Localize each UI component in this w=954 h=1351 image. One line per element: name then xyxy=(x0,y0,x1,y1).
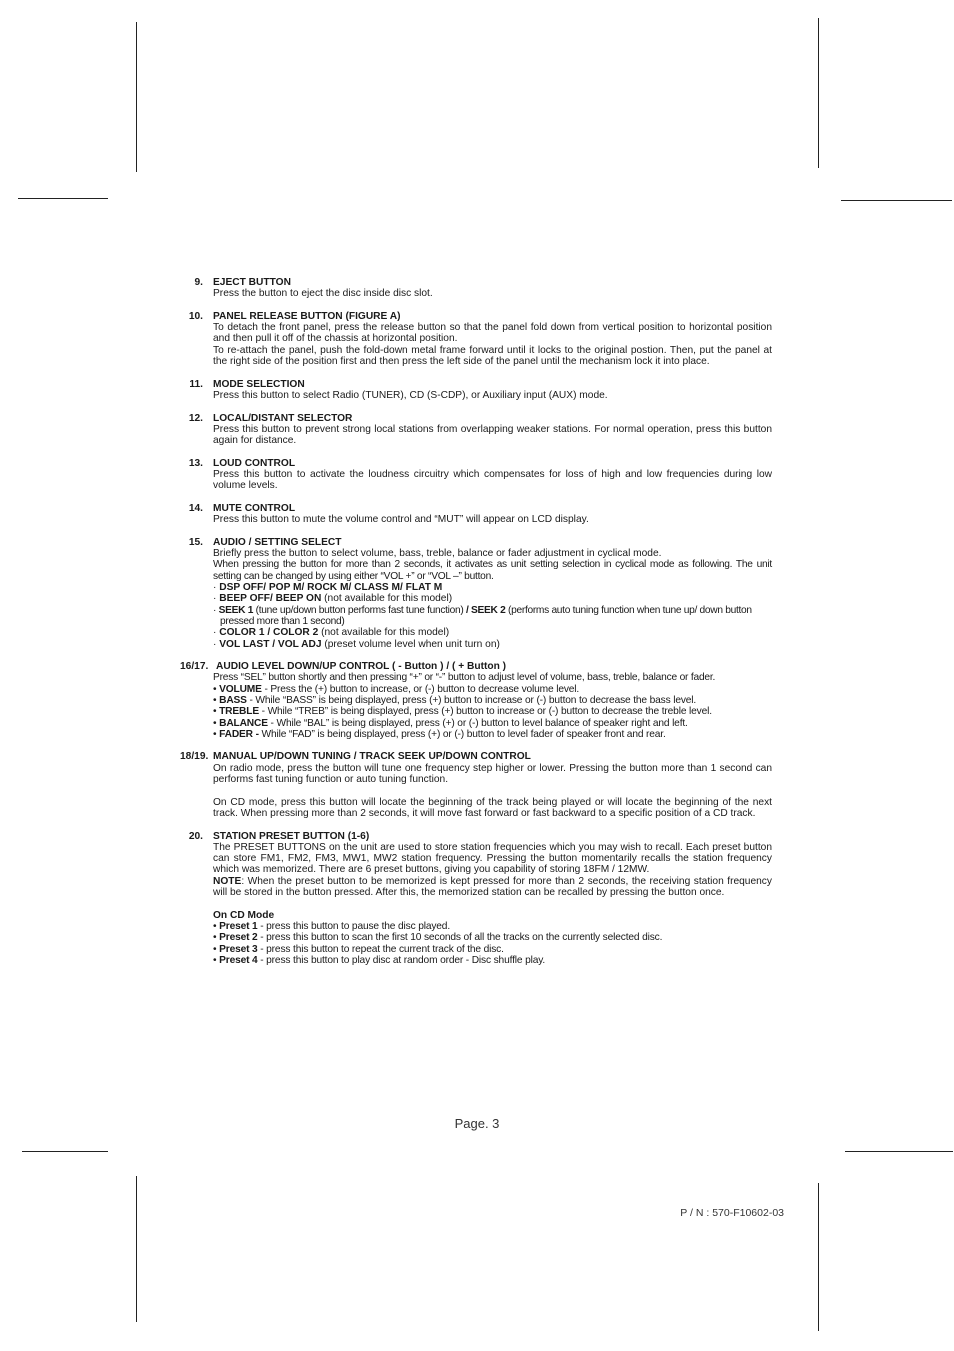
bullet-label: TREBLE xyxy=(219,706,259,718)
item-number: 10. xyxy=(188,310,203,322)
note-paragraph xyxy=(213,876,772,899)
item-18-19 xyxy=(180,751,772,819)
item-heading: EJECT BUTTON xyxy=(213,277,291,288)
setting-option: · DSP OFF/ POP M/ ROCK M/ CLASS M/ FLAT M xyxy=(213,582,443,594)
item-number: 14. xyxy=(188,502,203,514)
item-paragraph: Press this button to activate the loudness circuitry which compensates for loss of high and low frequencies during low volume levels. xyxy=(213,469,772,492)
bullet-label: Preset 3 xyxy=(219,943,258,955)
item-number: 12. xyxy=(188,412,203,424)
part-number: P / N : 570-F10602-03 xyxy=(680,1207,784,1219)
option-name: DSP OFF/ POP M/ ROCK M/ CLASS M/ FLAT M xyxy=(219,582,443,594)
setting-option: · COLOR 1 / COLOR 2 (not available for this model) xyxy=(213,627,450,639)
option-name: BEEP OFF/ BEEP ON xyxy=(219,593,322,605)
item-paragraph: When pressing the button for more than 2 seconds, it activates as unit setting selection in cyclical mode as following. The unit setting can be changed by using either “VOL +” or “VOL –” button. xyxy=(213,559,772,582)
bullet-text: - Press the (+) button to increase, or (-) button to decrease volume level. xyxy=(261,683,580,695)
note-text: : When the preset button to be memorized is kept pressed for more than 2 seconds, the receiving station frequency will be stored in the button pressed. After this, the memorized station can be recalled by pressing the button once. xyxy=(213,875,772,899)
item-paragraph: Press this button to prevent strong local stations from overlapping weaker stations. For normal operation, press this button again for distance. xyxy=(213,423,772,447)
cd-mode-heading: On CD Mode xyxy=(213,909,275,921)
item-paragraph: Press this button to mute the volume control and “MUT” will appear on LCD display. xyxy=(213,514,589,526)
item-3 xyxy=(180,413,772,447)
bullet-label: BASS xyxy=(219,694,247,706)
item-heading: AUDIO / SETTING SELECT xyxy=(213,536,342,548)
crop-mark xyxy=(818,1183,819,1331)
item-paragraph: On radio mode, press the button will tune one frequency step higher or lower. Pressing the button more than 1 second can performs fast tuning function or auto tuning function. xyxy=(213,762,772,786)
bullet-item: • Preset 2 - press this button to scan the first 10 seconds of all the tracks on the currently selected disc. xyxy=(213,932,663,944)
bullet-item: • FADER - While “FAD” is being displayed, press (+) or (-) button to level fader of speaker front and rear. xyxy=(213,728,666,740)
setting-option: · BEEP OFF/ BEEP ON (not available for this model) xyxy=(213,593,453,605)
item-20 xyxy=(180,831,772,967)
bullet-text: - press this button to pause the disc played. xyxy=(257,920,451,932)
option-note: (preset volume level when unit turn on) xyxy=(321,638,500,650)
item-number: 15. xyxy=(188,536,203,548)
option-note: (tune up/down button performs fast tune function) xyxy=(253,604,466,616)
item-paragraph: The PRESET BUTTONS on the unit are used to store station frequencies which you may wish to recall. Each preset button can store FM1, FM2, FM3, MW1, MW2 station frequency. Pressing the button momentarily recalls the station frequency which was memorized. There are 6 preset buttons, giving you capability of storing 18FM / 12MW. xyxy=(213,841,772,876)
bullet-item: • BASS - While “BASS” is being displayed, press (+) button to increase or (-) button to decrease the bass level. xyxy=(213,694,697,706)
bullet-item: • VOLUME - Press the (+) button to increase, or (-) button to decrease volume level. xyxy=(213,683,580,695)
item-4 xyxy=(180,458,772,492)
item-heading: MANUAL UP/DOWN TUNING / TRACK SEEK UP/DOWN CONTROL xyxy=(213,751,531,763)
bullet-item: • Preset 3 - press this button to repeat the current track of the disc. xyxy=(213,943,504,955)
bullet-item: • Preset 1 - press this button to pause the disc played. xyxy=(213,920,451,932)
item-heading: STATION PRESET BUTTON (1-6) xyxy=(213,830,370,842)
item-number: 16/17. xyxy=(180,661,209,673)
bullet-label: Preset 4 xyxy=(219,954,258,966)
item-1 xyxy=(180,311,772,367)
bullet-text: - While “TREB” is being displayed, press (+) button to increase or (-) button to decrease the treble level. xyxy=(258,706,712,718)
crop-mark xyxy=(22,1151,108,1152)
item-heading: MODE SELECTION xyxy=(213,378,305,390)
crop-mark xyxy=(136,22,137,172)
bullet-label: Preset 2 xyxy=(219,932,258,944)
bullet-label: BALANCE xyxy=(219,717,268,729)
option-name: COLOR 1 / COLOR 2 xyxy=(219,627,319,639)
option-note: (performs auto tuning function when tune up/ down button pressed more than 1 second) xyxy=(220,604,752,627)
item-paragraph: Press the button to eject the disc inside disc slot. xyxy=(213,288,433,300)
crop-mark xyxy=(845,1151,953,1152)
crop-mark xyxy=(136,1176,137,1322)
crop-mark xyxy=(818,18,819,168)
crop-mark xyxy=(18,198,108,199)
bullet-item: • BALANCE - While “BAL” is being displayed, press (+) or (-) button to level balance of speaker right and left. xyxy=(213,717,688,729)
item-paragraph: Briefly press the button to select volume, bass, treble, balance or fader adjustment in cyclical mode. xyxy=(213,548,662,560)
item-heading: MUTE CONTROL xyxy=(213,502,296,514)
item-list xyxy=(180,277,772,526)
bullet-list xyxy=(213,921,772,966)
bullet-text: - press this button to repeat the current track of the disc. xyxy=(257,943,504,955)
bullet-item: • Preset 4 - press this button to play disc at random order - Disc shuffle play. xyxy=(213,954,546,966)
bullet-label: VOLUME xyxy=(219,683,262,695)
bullet-label: FADER - xyxy=(219,728,259,740)
page-number: Page. 3 xyxy=(454,1116,500,1131)
item-16-17 xyxy=(180,661,772,740)
item-5 xyxy=(180,503,772,526)
crop-mark xyxy=(841,200,952,201)
option-name: / SEEK 2 xyxy=(466,604,506,616)
manual-content xyxy=(180,277,772,977)
item-2 xyxy=(180,379,772,402)
bullet-list xyxy=(213,684,772,740)
item-heading: LOUD CONTROL xyxy=(213,457,296,469)
bullet-text: - While “BASS” is being displayed, press (+) button to increase or (-) button to decrease the bass level. xyxy=(246,694,697,706)
bullet-label: Preset 1 xyxy=(219,920,258,932)
item-number: 11. xyxy=(189,378,203,390)
note-label: NOTE xyxy=(213,875,242,887)
option-note: (not available for this model) xyxy=(318,627,450,639)
bullet-item: • TREBLE - While “TREB” is being displayed, press (+) button to increase or (-) button to decrease the treble level. xyxy=(213,706,712,718)
item-number: 18/19. xyxy=(180,751,209,763)
item-number: 9. xyxy=(194,277,203,288)
bullet-text: - press this button to play disc at random order - Disc shuffle play. xyxy=(257,954,546,966)
option-note: (not available for this model) xyxy=(321,593,453,605)
item-heading: LOCAL/DISTANT SELECTOR xyxy=(213,412,353,424)
item-paragraph: Press this button to select Radio (TUNER), CD (S-CDP), or Auxiliary input (AUX) mode. xyxy=(213,389,608,401)
item-number: 20. xyxy=(188,830,203,842)
option-name: SEEK 1 xyxy=(218,604,254,616)
item-0 xyxy=(180,277,772,300)
bullet-text: - While “BAL” is being displayed, press (+) or (-) button to level balance of speaker right and left. xyxy=(267,717,688,729)
bullet-text: While “FAD” is being displayed, press (+) or (-) button to level fader of speaker front and rear. xyxy=(258,728,666,740)
item-paragraph: To re-attach the panel, push the fold-down metal frame forward until it locks to the original postion. Then, put the panel at the right side of the position first and then press the left side of the panel until the mechanism lock it into place. xyxy=(213,344,772,368)
bullet-text: - press this button to scan the first 10 seconds of all the tracks on the currently selected disc. xyxy=(257,932,663,944)
setting-option: · SEEK 1 (tune up/down button performs fast tune function) / SEEK 2 (performs auto tuning function when tune up/ down button pressed more than 1 second) xyxy=(213,604,752,627)
option-name: VOL LAST / VOL ADJ xyxy=(219,638,322,650)
item-15 xyxy=(180,537,772,650)
item-paragraph: Press “SEL” button shortly and then pressing “+” or “-” button to adjust level of volume, bass, treble, balance or fader. xyxy=(213,672,716,684)
item-paragraph: To detach the front panel, press the release button so that the panel fold down from vertical position to horizontal position and then pull it off of the chassis at horizontal position. xyxy=(213,322,772,345)
item-paragraph: On CD mode, press this button will locate the beginning of the track being played or will locate the beginning of the next track. When pressing more than 2 seconds, it will move fast forward or fast backward to a specific position of a CD track. xyxy=(213,796,772,819)
setting-option: · VOL LAST / VOL ADJ (preset volume level when unit turn on) xyxy=(213,638,500,650)
item-heading: PANEL RELEASE BUTTON (FIGURE A) xyxy=(213,310,401,322)
item-number: 13. xyxy=(188,457,203,469)
item-heading: AUDIO LEVEL DOWN/UP CONTROL ( - Button ) / ( + Button ) xyxy=(216,661,507,673)
